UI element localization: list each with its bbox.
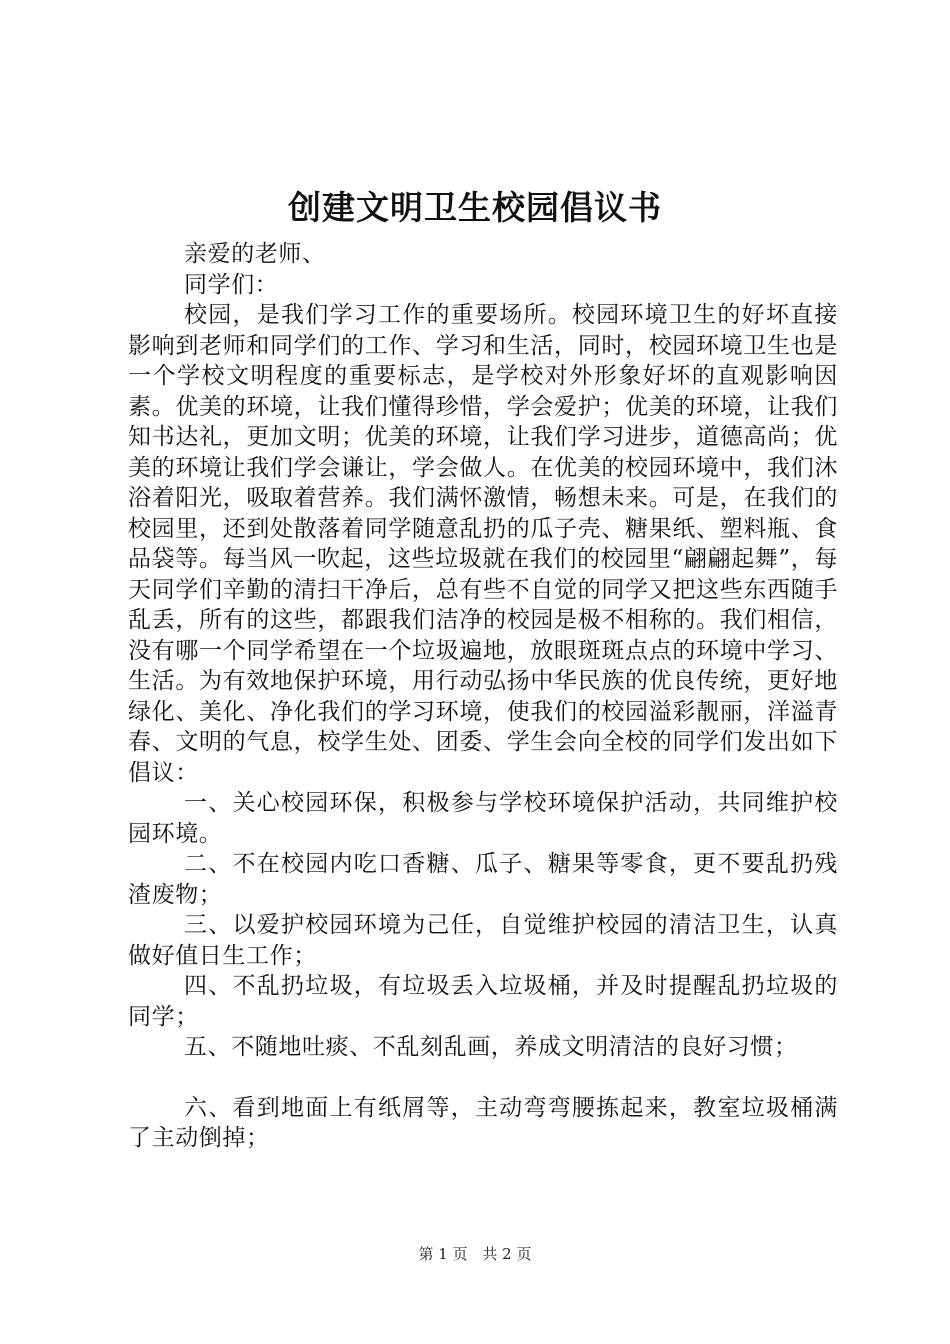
proposal-item-3: 三、以爱护校园环境为己任，自觉维护校园的清洁卫生，认真做好值日生工作； [128, 912, 838, 969]
proposal-item-5: 五、不随地吐痰、不乱刻乱画，养成文明清洁的良好习惯； [184, 1034, 798, 1060]
page-number-current: 第 1 页 [418, 1245, 468, 1263]
proposal-item-6: 六、看到地面上有纸屑等，主动弯弯腰拣起来，教室垃圾桶满了主动倒掉； [128, 1094, 838, 1151]
main-paragraph: 校园，是我们学习工作的重要场所。校园环境卫生的好坏直接影响到老师和同学们的工作、学习和生活，同时，校园环境卫生也是一个学校文明程度的重要标志，是学校对外形象好坏的直观影响因素。优美的环境，让我们懂得珍惜，学会爱护；优美的环境，让我们知书达礼，更加文明；优美的环境，让我们学习进步，道德高尚；优美的环境让我们学会谦让，学会做人。在优美的校园环境中，我们沐浴着阳光，吸取着营养。我们满怀激情，畅想未来。可是，在我们的校园里，还到处散落着同学随意乱扔的瓜子壳、糖果纸、塑料瓶、食品袋等。每当风一吹起，这些垃圾就在我们的校园里“翩翩起舞”，每天同学们辛勤的清扫干净后，总有些不自觉的同学又把这些东西随手乱丢，所有的这些，都跟我们洁净的校园是极不相称的。我们相信，没有哪一个同学希望在一个垃圾遍地，放眼斑斑点点的环境中学习、生活。为有效地保护环境，用行动弘扬中华民族的优良传统，更好地绿化、美化、净化我们的学习环境，使我们的校园溢彩靓丽，洋溢青春、文明的气息，校学生处、团委、学生会向全校的同学们发出如下倡议： [128, 302, 838, 786]
proposal-item-1: 一、关心校园环保，积极参与学校环境保护活动，共同维护校园环境。 [128, 790, 838, 847]
document-title: 创建文明卫生校园倡议书 [288, 188, 662, 227]
document-body [128, 239, 838, 1154]
salutation-line-1: 亲爱的老师、 [184, 241, 326, 267]
proposal-item-4: 四、不乱扔垃圾，有垃圾丢入垃圾桶，并及时提醒乱扔垃圾的同学； [128, 973, 838, 1030]
page-footer [0, 1244, 950, 1264]
paragraph-gap [128, 1063, 838, 1093]
salutation-line-2: 同学们： [184, 271, 279, 298]
page-number-total: 共 2 页 [482, 1245, 532, 1263]
proposal-item-2: 二、不在校园内吃口香糖、瓜子、糖果等零食，更不要乱扔残渣废物； [128, 851, 838, 908]
